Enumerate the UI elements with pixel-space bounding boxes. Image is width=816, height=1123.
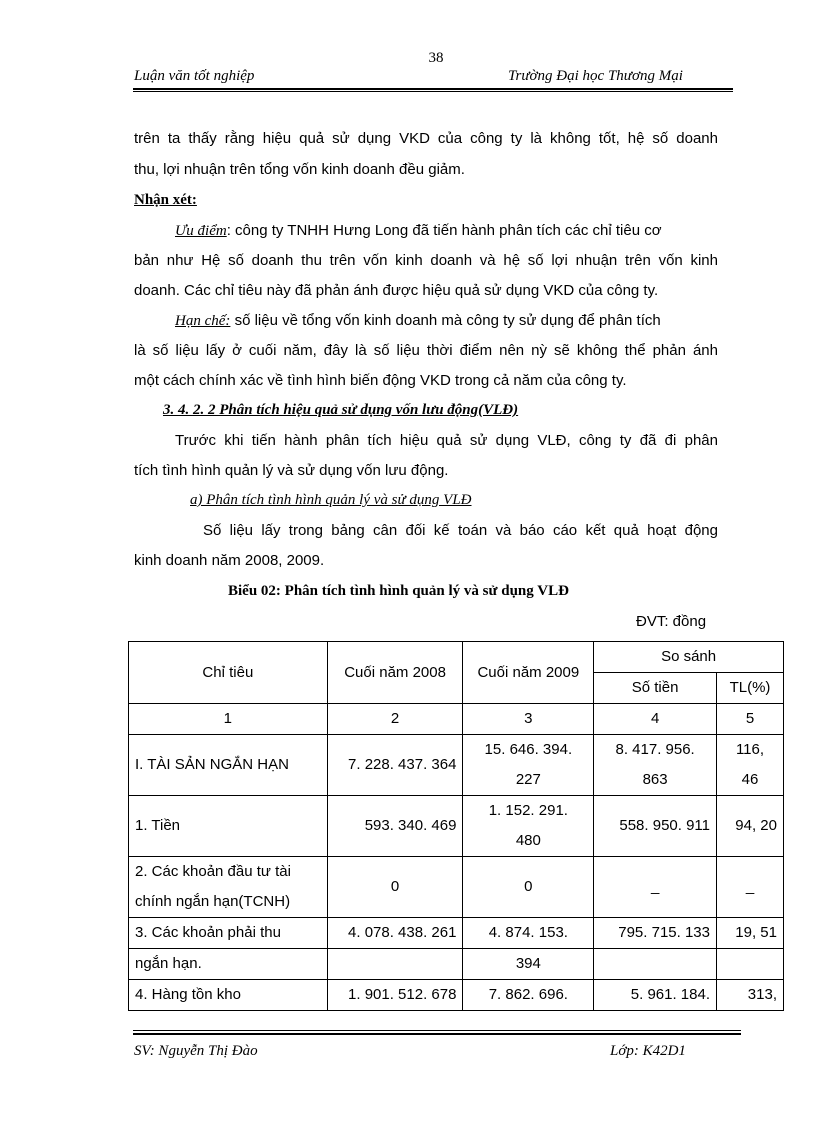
header-university: Trường Đại học Thương Mại (508, 68, 683, 84)
cell-2009-line: 480 (515, 832, 541, 849)
advantages-label: Ưu điểm (175, 223, 227, 239)
cell-2009-line: 227 (515, 771, 541, 788)
table-row (129, 796, 784, 857)
cell-2008: 7. 228. 437. 364 (327, 735, 463, 796)
table-caption: Biểu 02: Phân tích tình hình quản lý và sử dụng VLĐ (228, 583, 569, 599)
cell-2009: 7. 862. 696. (463, 980, 594, 1011)
row-label: 4. Hàng tồn kho (129, 980, 328, 1011)
cell-ratio: 94, 20 (717, 796, 784, 857)
header-rule-thin (133, 91, 733, 92)
cell-amount-line: 863 (642, 771, 668, 788)
cell-2008: 0 (327, 857, 463, 918)
section-title: 3. 4. 2. 2 Phân tích hiệu quả sử dụng vốn lưu động(VLĐ) (163, 402, 519, 418)
cell-2008 (327, 949, 463, 980)
advantages-text: : công ty TNHH Hưng Long đã tiến hành phân tích các chỉ tiêu cơ (226, 222, 662, 239)
cell-ratio: 19, 51 (717, 918, 784, 949)
cell-amount: 558. 950. 911 (594, 796, 717, 857)
paragraph-line: là số liệu lấy ở cuối năm, đây là số liệu thời điểm nên nỳ sẽ không thể phản ánh (134, 342, 718, 359)
cell-2009: 4. 874. 153. (463, 918, 594, 949)
header-2008: Cuối năm 2008 (327, 642, 463, 704)
advantages-line (175, 222, 718, 240)
cell-ratio (717, 949, 784, 980)
header-thesis-label: Luận văn tốt nghiệp (134, 68, 255, 84)
limitations-label: Hạn chế: (175, 313, 231, 329)
paragraph-line: một cách chính xác về tình hình biến động VKD trong cả năm của công ty. (134, 372, 627, 389)
col-number: 2 (327, 704, 463, 735)
cell-ratio-line: 46 (741, 771, 759, 788)
table-row (129, 918, 784, 949)
paragraph-line: trên ta thấy rằng hiệu quả sử dụng VKD của công ty là không tốt, hệ số doanh (134, 130, 718, 147)
header-ratio: TL(%) (717, 673, 784, 704)
table-row (129, 735, 784, 796)
cell-amount (594, 735, 717, 796)
cell-ratio (717, 735, 784, 796)
cell-ratio: 313, (717, 980, 784, 1011)
cell-2008: 593. 340. 469 (327, 796, 463, 857)
cell-amount: _ (594, 857, 717, 918)
footer-student: SV: Nguyễn Thị Đào (134, 1043, 258, 1059)
table-row (129, 949, 784, 980)
cell-amount-line: 8. 417. 956. (615, 741, 695, 758)
row-label-line: 2. Các khoản đầu tư tài (135, 863, 291, 880)
paragraph-line: bản như Hệ số doanh thu trên vốn kinh doanh và hệ số lợi nhuận trên vốn kinh (134, 252, 718, 269)
table-row (129, 980, 784, 1011)
header-2009: Cuối năm 2009 (463, 642, 594, 704)
footer-class: Lớp: K42D1 (610, 1043, 686, 1059)
cell-2009-line: 15. 646. 394. (484, 741, 573, 758)
paragraph-line: kinh doanh năm 2008, 2009. (134, 552, 325, 569)
cell-2009 (463, 796, 594, 857)
cell-2009 (463, 735, 594, 796)
subsection-title: a) Phân tích tình hình quản lý và sử dụng VLĐ (190, 492, 472, 508)
row-label: 3. Các khoản phải thu (129, 918, 328, 949)
col-number: 4 (594, 704, 717, 735)
cell-amount: 795. 715. 133 (594, 918, 717, 949)
row-label (129, 857, 328, 918)
cell-amount (594, 949, 717, 980)
col-number: 1 (129, 704, 328, 735)
limitations-line (175, 312, 661, 330)
cell-2008: 1. 901. 512. 678 (327, 980, 463, 1011)
page-number: 38 (428, 50, 444, 66)
row-label: ngắn hạn. (129, 949, 328, 980)
remarks-heading: Nhận xét: (134, 192, 197, 208)
limitations-text: số liệu về tổng vốn kinh doanh mà công ty sử dụng để phân tích (230, 312, 661, 329)
header-indicator: Chỉ tiêu (129, 642, 328, 704)
row-label: 1. Tiền (129, 796, 328, 857)
cell-ratio: _ (717, 857, 784, 918)
col-number: 5 (717, 704, 784, 735)
table-row (129, 857, 784, 918)
cell-2008: 4. 078. 438. 261 (327, 918, 463, 949)
footer-rule (133, 1033, 741, 1035)
cell-ratio-line: 116, (735, 741, 765, 758)
paragraph-line: tích tình hình quản lý và sử dụng vốn lưu động. (134, 462, 449, 479)
cell-amount: 5. 961. 184. (594, 980, 717, 1011)
cell-2009-line: 1. 152. 291. (488, 802, 568, 819)
row-label: I. TÀI SẢN NGẮN HẠN (129, 735, 328, 796)
col-number: 3 (463, 704, 594, 735)
unit-label: ĐVT: đồng (636, 613, 707, 630)
paragraph-line: Trước khi tiến hành phân tích hiệu quả sử dụng VLĐ, công ty đã đi phân (175, 432, 718, 449)
paragraph-line: doanh. Các chỉ tiêu này đã phản ánh được hiệu quả sử dụng VKD của công ty. (134, 282, 659, 299)
header-rule (133, 88, 733, 90)
footer-rule-thin (133, 1030, 741, 1031)
data-table (128, 641, 784, 1011)
paragraph-line: Số liệu lấy trong bảng cân đối kế toán và báo cáo kết quả hoạt động (203, 522, 718, 539)
paragraph-line: thu, lợi nhuận trên tổng vốn kinh doanh đều giảm. (134, 161, 465, 178)
cell-2009: 394 (463, 949, 594, 980)
header-amount: Số tiền (594, 673, 717, 704)
cell-2009: 0 (463, 857, 594, 918)
header-compare: So sánh (594, 642, 784, 673)
row-label-line: chính ngắn hạn(TCNH) (135, 893, 291, 910)
